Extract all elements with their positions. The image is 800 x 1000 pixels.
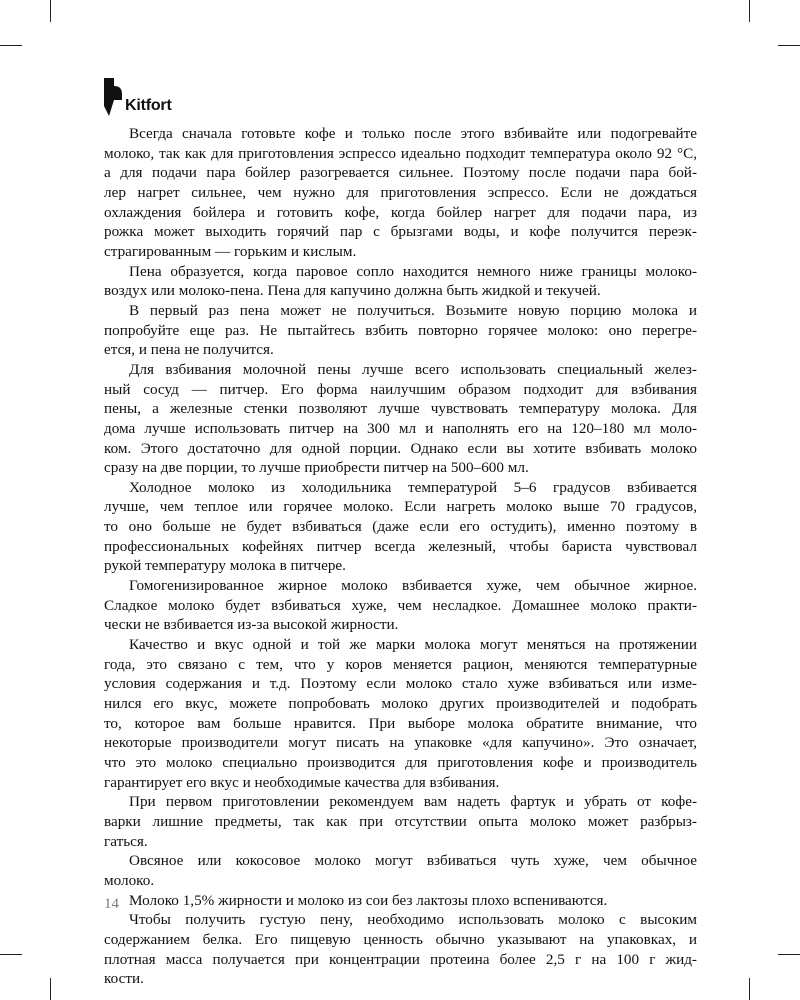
paragraph: [104, 635, 697, 792]
text-line: охлаждения бойлера и готовить кофе, когда бойлер нагрет для подачи пара, из: [104, 203, 697, 221]
text-line: нился его вкус, можете попробовать молоко других производителей и подобрать: [104, 695, 697, 713]
text-line: сразу на две порции, то лучше приобрести питчер на 500–600 мл.: [104, 459, 529, 477]
text-line: ком. Этого достаточно для одной порции. Однако если вы хотите взбивать молоко: [104, 439, 697, 457]
text-line: гаться.: [104, 832, 148, 850]
text-line: Сладкое молоко будет взбиваться хуже, чем несладкое. Домашнее молоко практи-: [104, 596, 697, 614]
text-line: Гомогенизированное жирное молоко взбивается хуже, чем обычное жирное.: [129, 577, 697, 595]
text-line: рожка может выходить горячий пар с брызгами воды, и кофе получится переэк-: [104, 223, 697, 241]
paragraph: [104, 478, 697, 576]
crop-mark: [50, 978, 51, 1000]
text-line: гарантирует его вкус и необходимые качества для взбивания.: [104, 773, 500, 791]
paragraph: [104, 792, 697, 851]
text-line: ется, и пена не получится.: [104, 341, 274, 359]
logo-mark-icon: [104, 78, 124, 118]
text-line: В первый раз пена может не получиться. Возьмите новую порцию молока и: [129, 301, 697, 319]
crop-mark: [749, 0, 750, 22]
text-line: ный сосуд — питчер. Его форма наилучшим образом подходит для взбивания: [104, 380, 697, 398]
text-line: страгированным — горьким и кислым.: [104, 242, 357, 260]
brand-name: Kitfort: [125, 97, 172, 114]
text-line: воздух или молоко-пена. Пена для капучино должна быть жидкой и текучей.: [104, 282, 601, 300]
crop-mark: [778, 954, 800, 955]
text-line: а для подачи пара бойлер разогревается сильнее. Поэтому после подачи пара бой-: [104, 164, 697, 182]
paragraph: [104, 262, 697, 301]
text-line: При первом приготовлении рекомендуем вам надеть фартук и убрать от кофе-: [129, 793, 697, 811]
text-line: Молоко 1,5% жирности и молоко из сои без лактозы плохо вспениваются.: [129, 891, 608, 909]
crop-mark: [0, 954, 22, 955]
text-line: Для взбивания молочной пены лучше всего использовать специальный желез-: [129, 360, 697, 378]
crop-mark: [50, 0, 51, 22]
paragraph: [104, 360, 697, 478]
text-line: что это молоко специально производится для приготовления кофе и производитель: [104, 754, 697, 771]
paragraph: [104, 124, 697, 262]
text-line: плотная масса получается при концентрации протеина более 2,5 г на 100 г жид-: [104, 950, 697, 968]
text-line: профессиональных кофейнях питчер всегда железный, чтобы бариста чувствовал: [104, 537, 697, 555]
crop-mark: [749, 978, 750, 1000]
paragraph: [104, 891, 697, 911]
text-line: то оно больше не будет взбиваться (даже если его остудить), именно поэтому в: [104, 518, 697, 536]
paragraph: [104, 910, 697, 989]
text-line: Чтобы получить густую пену, необходимо использовать молоко с высоким: [129, 911, 697, 929]
text-line: условия содержания и т.д. Поэтому если молоко стало хуже взбиваться или изме-: [104, 675, 697, 693]
paragraph: [104, 851, 697, 890]
paragraph: [104, 576, 697, 635]
text-line: некоторые производители могут писать на упаковке «для капучино». Это означает,: [104, 734, 697, 752]
text-line: чески не взбивается из-за высокой жирности.: [104, 616, 399, 634]
text-line: Качество и вкус одной и той же марки молока могут меняться на протяжении: [129, 636, 697, 654]
text-line: попробуйте еще раз. Не пытайтесь взбить повторно горячее молоко: оно перегре-: [104, 321, 697, 339]
text-line: пены, а железные стенки позволяют лучше чувствовать температуру молока. Для: [104, 400, 697, 418]
text-line: Овсяное или кокосовое молоко могут взбиваться чуть хуже, чем обычное: [129, 852, 697, 870]
text-line: то, которое вам больше нравится. При выборе молока обратите внимание, что: [104, 714, 697, 732]
paragraph: [104, 301, 697, 360]
text-line: рукой температуру молока в питчере.: [104, 557, 346, 575]
text-line: варки лишние предметы, так как при отсутствии опыта молоко может разбрыз-: [104, 812, 697, 830]
crop-mark: [778, 45, 800, 46]
text-line: лучше, чем теплое или горячее молоко. Если нагреть молоко выше 70 градусов,: [104, 498, 697, 516]
document-body: [104, 124, 697, 989]
crop-mark: [0, 45, 22, 46]
text-line: Всегда сначала готовьте кофе и только после этого взбивайте или подогревайте: [129, 125, 697, 142]
text-line: Холодное молоко из холодильника температурой 5–6 градусов взбивается: [129, 478, 697, 496]
text-line: года, это связано с тем, что у коров меняется рацион, меняются температурные: [104, 655, 697, 673]
text-line: молоко.: [104, 871, 155, 889]
text-line: дома лучше использовать питчер на 300 мл и наполнять его на 120–180 мл моло-: [104, 419, 697, 437]
text-line: содержанием белка. Его пищевую ценность обычно указывают на упаковках, и: [104, 930, 697, 948]
text-line: кости.: [104, 970, 144, 988]
text-line: Пена образуется, когда паровое сопло находится немного ниже границы молоко-: [129, 262, 697, 280]
text-line: молоко, так как для приготовления эспрессо идеально подходит температура около 92 °С,: [104, 144, 697, 162]
page-number: 14: [104, 896, 119, 912]
text-line: лер нагрет сильнее, чем нужно для приготовления эспрессо. Если не дождаться: [104, 183, 697, 201]
